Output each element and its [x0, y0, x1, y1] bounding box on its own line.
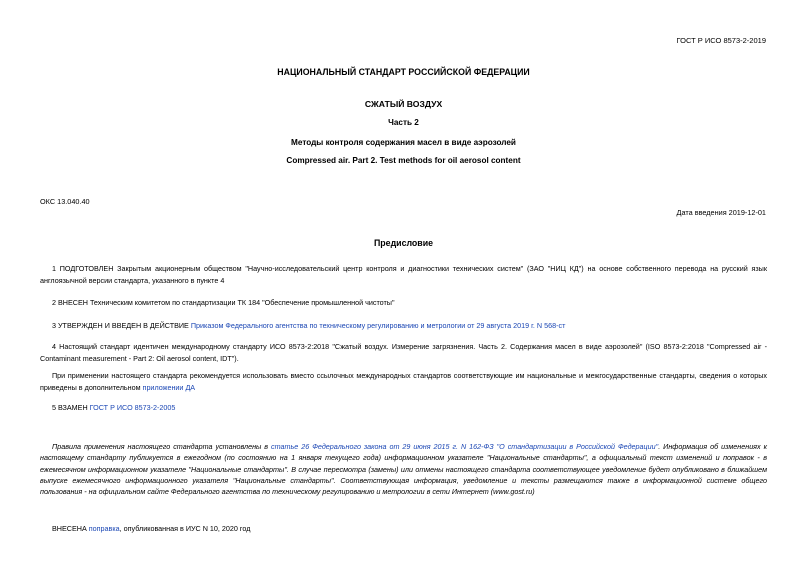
replaced-standard-link[interactable]: ГОСТ Р ИСО 8573-2-2005 [89, 403, 176, 412]
application-rules-paragraph [40, 441, 767, 497]
approved-text: 3 УТВЕРЖДЕН И ВВЕДЕН В ДЕЙСТВИЕ [52, 321, 191, 330]
rules-text-start: Правила применения настоящего стандарта установлены в [52, 442, 272, 451]
effective-date: Дата введения 2019-12-01 [676, 208, 766, 217]
title-english: Compressed air. Part 2. Test methods for oil aerosol content [286, 156, 521, 165]
title-russian: Методы контроля содержания масел в виде аэрозолей [291, 138, 516, 147]
standard-subject-title: СЖАТЫЙ ВОЗДУХ [364, 99, 443, 109]
rules-text-end: . Информация об изменениях к настоящему стандарту публикуется в ежегодном (по состоянию на 1 января текущего года) информационном указателе "Национальные стандарты", а официальный текст изменений и поправок - в ежемесячном информационном указателе "Национальные стандарты". В случае пересмотра (замены) или отмены настоящего стандарта соответствующее уведомление будет опубликовано в ближайшем выпуске ежемесячного информационного указателя "Национальные стандарты". Соответствующая информация, уведомление и тексты размещаются также в информационной системе общего пользования - на официальном сайте Федерального агентства по техническому регулированию и метрологии в сети Интернет (www.gost.ru) [40, 442, 767, 497]
federal-law-link[interactable]: статье 26 Федерального закона от 29 июня 2015 г. N 162-ФЗ "О стандартизации в Российской Федерации" [271, 442, 659, 451]
preface-item-references [40, 370, 767, 393]
oks-code: ОКС 13.040.40 [40, 197, 90, 206]
document-id: ГОСТ Р ИСО 8573-2-2019 [676, 36, 766, 45]
order-link[interactable]: Приказом Федерального агентства по техническому регулированию и метрологии от 29 августа 2019 г. N 568-ст [190, 321, 566, 330]
preface-item-approved [40, 320, 767, 332]
national-standard-heading: НАЦИОНАЛЬНЫЙ СТАНДАРТ РОССИЙСКОЙ ФЕДЕРАЦИИ [277, 67, 530, 77]
part-number: Часть 2 [388, 118, 419, 127]
preface-heading: Предисловие [373, 238, 434, 248]
preface-item-submitted: 2 ВНЕСЕН Техническим комитетом по стандартизации ТК 184 "Обеспечение промышленной чистоты" [52, 298, 395, 307]
correction-suffix: , опубликованная в ИУС N 10, 2020 год [119, 524, 251, 533]
correction-note [52, 524, 250, 533]
replaces-text: 5 ВЗАМЕН [52, 403, 90, 412]
preface-item-prepared: 1 ПОДГОТОВЛЕН Закрытым акционерным обществом "Научно-исследовательский центр контроля и диагностики технических систем" (ЗАО "НИЦ КД") на основе собственного перевода на русский язык англоязычной версии стандарта, указанного в пункте 4 [40, 264, 767, 285]
appendix-da-link[interactable]: приложении ДА [142, 382, 196, 392]
correction-prefix: ВНЕСЕНА [52, 524, 89, 533]
correction-link[interactable]: поправка [88, 524, 120, 533]
preface-item-replaces [40, 402, 767, 414]
preface-item-identical: 4 Настоящий стандарт идентичен международному стандарту ИСО 8573-2:2018 "Сжатый воздух. Измерение загрязнения. Часть 2. Содержания масел в виде аэрозолей" (ISO 8573-2:2018 "Compressed air - Contaminant measurement - Part 2: Oil aerosol content, IDT"). [40, 342, 767, 363]
references-text: При применении настоящего стандарта рекомендуется использовать вместо ссылочных международных стандартов соответствующие им национальные и межгосударственные стандарты, сведения о которых приведены в дополнительном [40, 371, 767, 392]
